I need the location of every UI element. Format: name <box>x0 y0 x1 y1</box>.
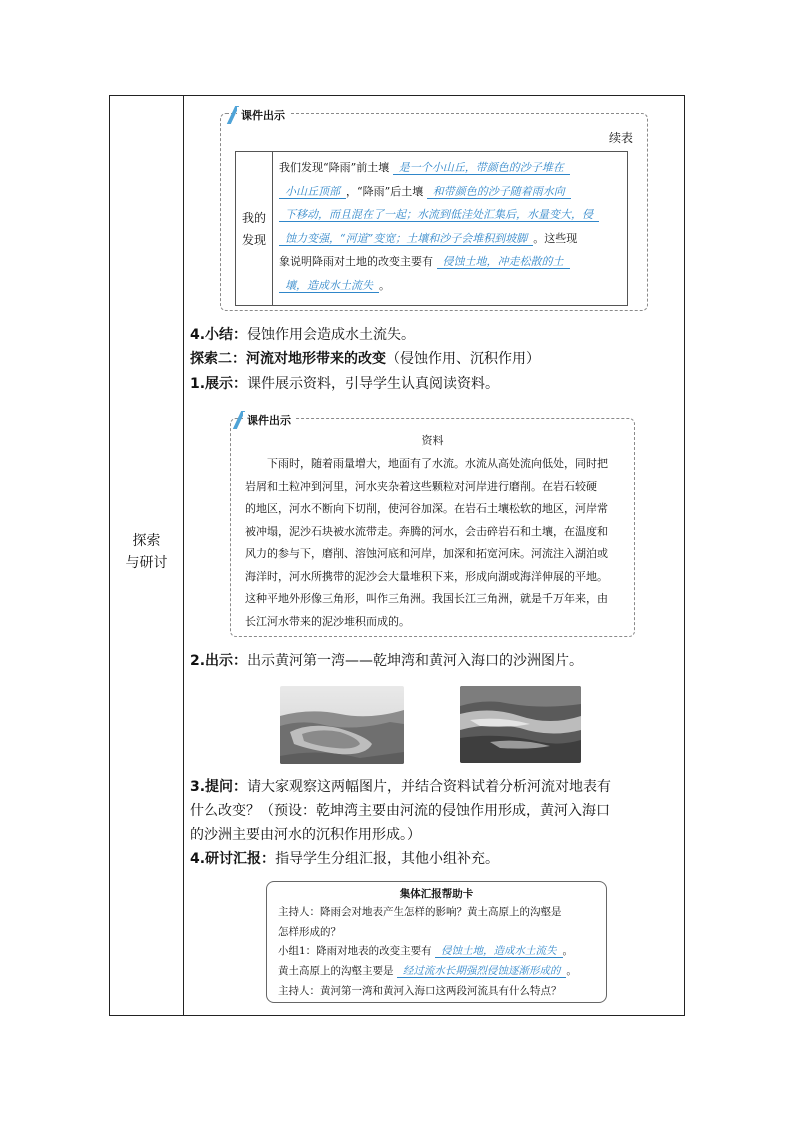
qiankun-bay-photo <box>280 686 404 764</box>
printed-text: 。 <box>562 945 574 958</box>
handwritten-answer: 下移动，而且混在了一起；水流到低洼处汇集后，水量变大，侵 <box>279 208 599 222</box>
summary-text: 侵蚀作用会造成水土流失。 <box>247 327 416 343</box>
printed-text: 。 <box>379 278 390 292</box>
material-line: 的地区，河水不断向下切削，使河谷加深。在岩石土壤松软的地区，河岸常 <box>245 502 608 515</box>
findings-header-1: 我的 <box>241 210 266 225</box>
material-line: 风力的参与下，磨削、溶蚀河底和河岸，加深和拓宽河床。河流注入湖泊或 <box>245 547 608 560</box>
continued-label: 续表 <box>608 131 633 145</box>
section-label-line2: 与研讨 <box>125 555 168 571</box>
handwritten-answer: 侵蚀土地，冲走松散的土 <box>437 255 570 269</box>
printed-text: 主持人：黄河第一湾和黄河入海口这两段河流具有什么特点？ <box>278 984 562 997</box>
summary-line <box>190 324 415 346</box>
printed-text: 小组1：降雨对地表的改变主要有 <box>278 945 436 958</box>
column-divider <box>183 96 184 1015</box>
step4-text: 指导学生分组汇报，其他小组补充。 <box>275 851 500 867</box>
finding-line <box>279 250 625 274</box>
printed-text: ，“降雨”后土壤 <box>346 184 427 198</box>
card-title: 集体汇报帮助卡 <box>399 888 474 900</box>
summary-label: 4.小结： <box>190 327 248 343</box>
handwritten-answer: 是一个小山丘，带颜色的沙子堆在 <box>393 161 570 175</box>
step3-line3: 的沙洲主要由河水的沉积作用形成。） <box>190 827 421 843</box>
findings-header-2: 发现 <box>241 232 266 247</box>
card-line <box>278 923 604 943</box>
courseware-box-findings <box>220 109 648 311</box>
step2-label: 2.出示： <box>190 653 248 669</box>
material-line: 长江河水带来的泥沙堆积而成的。 <box>245 614 410 628</box>
material-line: 海洋时，河水所携带的泥沙会大量堆积下来，形成向湖或海洋伸展的平地。 <box>245 569 608 583</box>
step1-text: 课件展示资料，引导学生认真阅读资料。 <box>247 376 500 392</box>
handwritten-answer: 侵蚀土地，造成水土流失 <box>435 945 563 958</box>
finding-line <box>279 227 625 251</box>
material-title: 资料 <box>421 434 444 447</box>
material-line: 被冲塌，泥沙石块被水流带走。奔腾的河水，会击碎岩石和土壤，在温度和 <box>245 524 608 538</box>
card-line <box>278 942 604 962</box>
explore2-note: （侵蚀作用、沉积作用） <box>386 351 540 367</box>
courseware-tag: 课件出示 <box>243 412 295 428</box>
printed-text: 。这些现 <box>533 231 578 245</box>
explore2-line <box>190 348 540 370</box>
explore2-title: 河流对地形带来的改变 <box>246 351 386 367</box>
printed-text: 黄土高原上的沟壑主要是 <box>278 965 397 978</box>
findings-table <box>235 151 628 306</box>
yellow-river-estuary-photo <box>460 686 581 763</box>
findings-text <box>279 156 625 298</box>
material-line: 这种平地外形像三角形，叫作三角洲。我国长江三角洲，就是千万年来，由 <box>245 592 608 605</box>
handwritten-answer: 壤，造成水土流失 <box>279 279 379 293</box>
printed-text: 象说明降雨对土地的改变主要有 <box>279 255 437 269</box>
printed-text: 我们发现“降雨”前土壤 <box>279 161 393 174</box>
step4-label: 4.研讨汇报： <box>190 851 276 867</box>
finding-line <box>279 156 625 180</box>
step2-line <box>190 650 583 672</box>
step3-line1 <box>190 776 611 798</box>
step2-text: 出示黄河第一湾——乾坤湾和黄河入海口的沙洲图片。 <box>247 653 584 669</box>
findings-header <box>236 152 273 305</box>
printed-text: 。 <box>566 965 577 978</box>
step4-line <box>190 848 499 870</box>
section-label-line1: 探索 <box>132 533 161 549</box>
courseware-tag: 课件出示 <box>237 107 289 123</box>
group-report-card <box>266 881 607 1003</box>
card-line <box>278 962 604 982</box>
handwritten-answer: 小山丘顶部 <box>279 185 346 199</box>
explore2-label: 探索二： <box>190 351 246 367</box>
card-line <box>278 982 604 1002</box>
step1-label: 1.展示： <box>190 376 248 392</box>
handwritten-answer: 和带颜色的沙子随着雨水向 <box>427 185 571 199</box>
handwritten-answer: 蚀力变强，“河道”变宽；土壤和沙子会堆积到坡脚 <box>279 232 533 246</box>
finding-line <box>279 180 625 204</box>
card-text <box>278 903 604 1002</box>
step3-text-1: 请大家观察这两幅图片，并结合资料试着分析河流对地表有 <box>247 779 612 795</box>
card-line <box>278 903 604 923</box>
finding-line <box>279 203 625 227</box>
finding-line <box>279 274 625 298</box>
courseware-box-material <box>230 414 635 637</box>
material-line: 下雨时，随着雨量增大，地面有了水流。水流从高处流向低处，同时把 <box>245 457 608 470</box>
handwritten-answer: 经过流水长期强烈侵蚀逐渐形成的 <box>397 965 567 978</box>
material-text <box>245 453 625 633</box>
printed-text: 怎样形成的？ <box>278 925 341 938</box>
section-label <box>110 530 183 574</box>
step1-line <box>190 373 499 395</box>
printed-text: 主持人：降雨会对地表产生怎样的影响？黄土高原上的沟壑是 <box>278 906 562 918</box>
step3-label: 3.提问： <box>190 779 248 795</box>
material-line: 岩屑和土粒冲到河里，河水夹杂着这些颗粒对河岸进行磨削。在岩石较硬 <box>245 479 597 493</box>
step3-line2: 什么改变？（预设：乾坤湾主要由河流的侵蚀作用形成，黄河入海口 <box>190 803 610 819</box>
